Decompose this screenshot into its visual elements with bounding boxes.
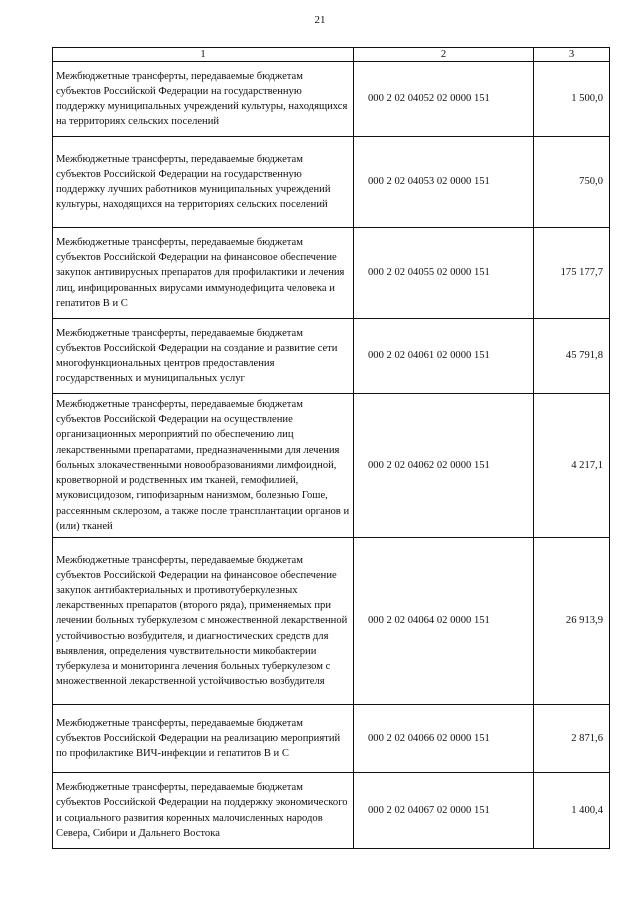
row-amount: 4 217,1: [534, 394, 610, 538]
table-row: [53, 394, 610, 538]
row-budget-code: 000 2 02 04064 02 0000 151: [354, 538, 534, 705]
row-amount: 1 400,4: [534, 773, 610, 849]
table-row: [53, 62, 610, 137]
row-description: Межбюджетные трансферты, передаваемые бюджетам субъектов Российской Федерации на государственную поддержку лучших работников муниципальных учреждений культуры, находящихся на территориях сельских поселений: [53, 137, 354, 228]
budget-transfers-table: [52, 47, 610, 849]
column-header-1: 1: [53, 48, 354, 62]
row-amount: 175 177,7: [534, 228, 610, 319]
table-row: [53, 228, 610, 319]
row-description: Межбюджетные трансферты, передаваемые бюджетам субъектов Российской Федерации на финансовое обеспечение закупок антибактериальных и противотуберкулезных лекарственных препаратов (второго ряда), применяемых при лечении больных туберкулезом с множественной лекарственной устойчивостью возбудителя, и диагностических средств для выявления, определения чувствительности микобактерии туберкулеза и мониторинга лечения больных туберкулезом с множественной лекарственной устойчивостью возбудителя: [53, 538, 354, 705]
row-amount: 750,0: [534, 137, 610, 228]
row-budget-code: 000 2 02 04062 02 0000 151: [354, 394, 534, 538]
row-budget-code: 000 2 02 04061 02 0000 151: [354, 319, 534, 394]
row-amount: 45 791,8: [534, 319, 610, 394]
column-header-3: 3: [534, 48, 610, 62]
row-amount: 26 913,9: [534, 538, 610, 705]
row-budget-code: 000 2 02 04066 02 0000 151: [354, 705, 534, 773]
row-amount: 1 500,0: [534, 62, 610, 137]
table-row: [53, 538, 610, 705]
row-budget-code: 000 2 02 04053 02 0000 151: [354, 137, 534, 228]
table-row: [53, 705, 610, 773]
page-number: 21: [314, 14, 326, 26]
header-row: [53, 48, 610, 62]
row-description: Межбюджетные трансферты, передаваемые бюджетам субъектов Российской Федерации на финансовое обеспечение закупок антивирусных препаратов для профилактики и лечения лиц, инфицированных вирусами иммунодефицита человека и гепатитов В и С: [53, 228, 354, 319]
row-description: Межбюджетные трансферты, передаваемые бюджетам субъектов Российской Федерации на осуществление организационных мероприятий по обеспечению лиц лекарственными препаратами, предназначенными для лечения больных злокачественными новообразованиями лимфоидной, кроветворной и родственных им тканей, гемофилией, муковисцидозом, гипофизарным нанизмом, болезнью Гоше, рассеянным склерозом, а также после трансплантации органов и (или) тканей: [53, 394, 354, 538]
row-budget-code: 000 2 02 04052 02 0000 151: [354, 62, 534, 137]
row-description: Межбюджетные трансферты, передаваемые бюджетам субъектов Российской Федерации на реализацию мероприятий по профилактике ВИЧ-инфекции и гепатитов В и С: [53, 705, 354, 773]
table-row: [53, 773, 610, 849]
row-description: Межбюджетные трансферты, передаваемые бюджетам субъектов Российской Федерации на поддержку экономического и социального развития коренных малочисленных народов Севера, Сибири и Дальнего Востока: [53, 773, 354, 849]
row-description: Межбюджетные трансферты, передаваемые бюджетам субъектов Российской Федерации на государственную поддержку муниципальных учреждений культуры, находящихся на территориях сельских поселений: [53, 62, 354, 137]
table-row: [53, 137, 610, 228]
table-row: [53, 319, 610, 394]
row-budget-code: 000 2 02 04067 02 0000 151: [354, 773, 534, 849]
column-header-2: 2: [354, 48, 534, 62]
row-amount: 2 871,6: [534, 705, 610, 773]
row-description: Межбюджетные трансферты, передаваемые бюджетам субъектов Российской Федерации на создание и развитие сети многофункциональных центров предоставления государственных и муниципальных услуг: [53, 319, 354, 394]
row-budget-code: 000 2 02 04055 02 0000 151: [354, 228, 534, 319]
